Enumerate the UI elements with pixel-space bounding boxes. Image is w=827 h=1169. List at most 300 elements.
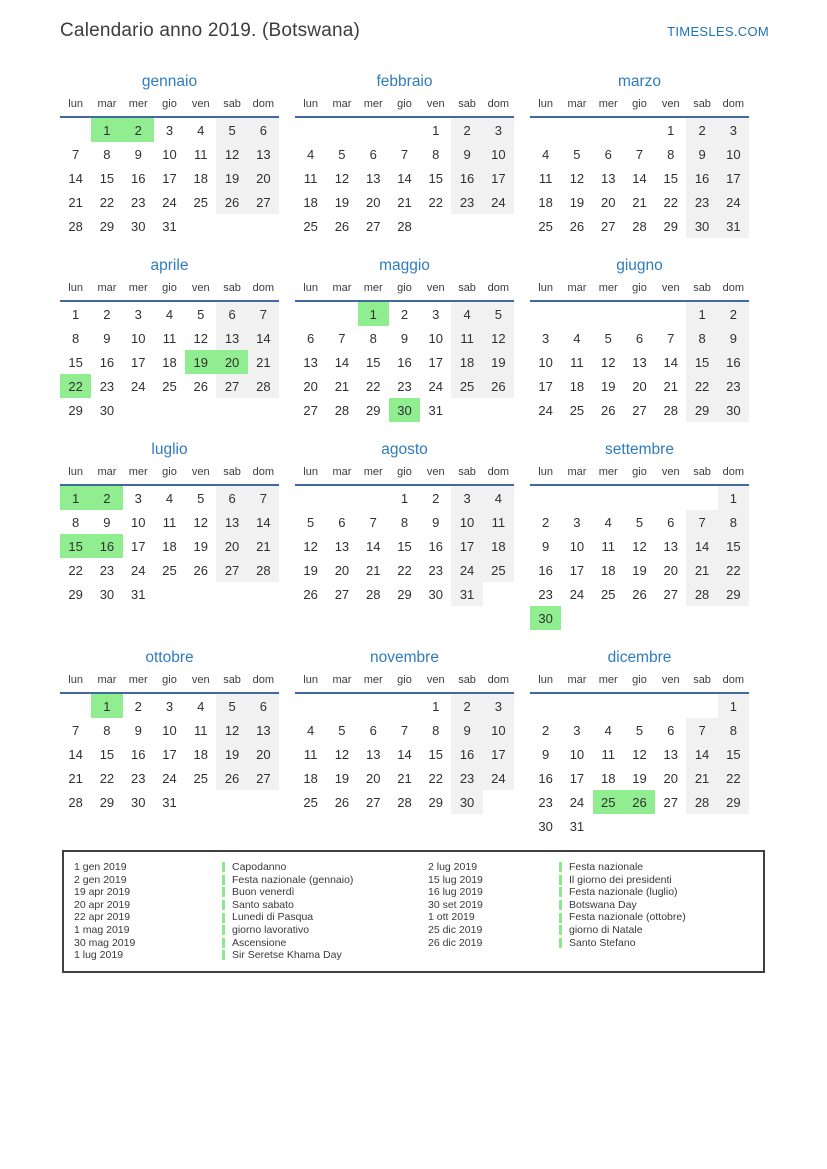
legend-name: [559, 875, 686, 886]
day-cell: 3: [165, 698, 174, 714]
day-cell: 6: [667, 514, 675, 530]
day-cell: 1: [91, 118, 122, 142]
day-cell: 24: [451, 558, 482, 582]
day-cell: 13: [365, 746, 381, 762]
day-cell: 8: [718, 510, 749, 534]
day-cell: 28: [663, 402, 679, 418]
month-grid: [295, 670, 514, 814]
day-cell: 28: [632, 218, 647, 234]
weekday-header: ven: [426, 282, 445, 294]
empty-cell: [60, 118, 91, 142]
day-cell: 6: [369, 146, 377, 162]
day-cell: 27: [216, 558, 247, 582]
day-cell: 10: [569, 538, 585, 554]
day-cell: 14: [663, 354, 679, 370]
day-cell: 20: [216, 534, 247, 558]
day-cell: 2: [542, 722, 550, 738]
weekday-header: sab: [223, 674, 241, 686]
day-cell: 13: [600, 170, 616, 186]
day-cell: 17: [483, 166, 514, 190]
legend-holiday-label: Santo sabato: [232, 898, 294, 911]
day-cell: 26: [193, 562, 209, 578]
day-cell: 21: [686, 558, 717, 582]
empty-cell: [593, 486, 624, 510]
day-cell: 19: [632, 770, 647, 786]
day-cell: 7: [400, 722, 409, 738]
legend-name: [559, 912, 686, 923]
empty-cell: [624, 302, 655, 326]
legend-date: 22 apr 2019: [74, 911, 131, 924]
day-cell: 24: [130, 378, 146, 394]
site-link[interactable]: TIMESLES.COM: [667, 24, 769, 39]
day-cell: 18: [600, 562, 616, 578]
day-cell: 25: [593, 790, 624, 814]
day-cell: 27: [248, 766, 279, 790]
legend-name: [559, 887, 686, 898]
day-cell: 2: [123, 118, 154, 142]
day-cell: 22: [718, 766, 749, 790]
day-cell: 1: [718, 694, 749, 718]
day-cell: 28: [365, 586, 381, 602]
weekday-header: gio: [397, 466, 412, 478]
legend-date: 16 lug 2019: [428, 886, 483, 899]
day-cell: 17: [483, 742, 514, 766]
weekday-header: ven: [426, 98, 445, 110]
day-cell: 11: [483, 510, 514, 534]
empty-cell: [295, 694, 326, 718]
day-cell: 13: [365, 170, 381, 186]
day-cell: 22: [68, 562, 83, 578]
legend-holiday-bar: [559, 875, 562, 885]
day-cell: 29: [99, 218, 115, 234]
day-cell: 23: [99, 378, 115, 394]
empty-cell: [655, 486, 686, 510]
day-cell: 19: [334, 770, 350, 786]
legend-name: [222, 862, 428, 873]
weekday-header: gio: [632, 466, 647, 478]
day-cell: 25: [162, 562, 177, 578]
empty-cell: [561, 694, 592, 718]
day-cell: 30: [686, 214, 717, 238]
day-cell: 24: [162, 770, 177, 786]
day-cell: 3: [134, 490, 142, 506]
weekday-header: gio: [162, 98, 177, 110]
day-cell: 2: [134, 698, 142, 714]
day-cell: 21: [334, 378, 350, 394]
day-cell: 17: [130, 354, 146, 370]
day-cell: 26: [624, 790, 655, 814]
legend-name: [559, 900, 686, 911]
day-cell: 29: [718, 790, 749, 814]
day-cell: 5: [483, 302, 514, 326]
day-cell: 4: [307, 146, 315, 162]
legend-date: 1 gen 2019: [74, 861, 127, 874]
day-cell: 27: [303, 402, 318, 418]
weekday-header: mar: [567, 466, 587, 478]
weekday-header: sab: [693, 674, 711, 686]
day-cell: 18: [303, 770, 318, 786]
day-cell: 4: [197, 122, 205, 138]
weekday-header: gio: [397, 98, 412, 110]
weekday-header: sab: [223, 282, 241, 294]
day-cell: 30: [99, 402, 115, 418]
day-cell: 19: [334, 194, 350, 210]
day-cell: 13: [248, 718, 279, 742]
day-cell: 7: [248, 486, 279, 510]
day-cell: 5: [197, 306, 205, 322]
legend-holiday-bar: [222, 925, 225, 935]
day-cell: 15: [718, 742, 749, 766]
day-cell: 26: [216, 766, 247, 790]
day-cell: 3: [573, 514, 581, 530]
empty-cell: [60, 694, 91, 718]
weekday-header: gio: [632, 674, 647, 686]
legend-holiday-bar: [559, 925, 562, 935]
day-cell: 20: [365, 770, 381, 786]
day-cell: 19: [193, 538, 209, 554]
day-cell: 14: [68, 746, 83, 762]
day-cell: 17: [718, 166, 749, 190]
day-cell: 21: [68, 194, 83, 210]
day-cell: 7: [686, 510, 717, 534]
day-cell: 12: [193, 514, 209, 530]
day-cell: 19: [600, 378, 616, 394]
weekday-header: sab: [223, 466, 241, 478]
day-cell: 28: [686, 790, 717, 814]
day-cell: 25: [538, 218, 553, 234]
day-cell: 23: [397, 378, 412, 394]
day-cell: 21: [68, 770, 83, 786]
day-cell: 18: [451, 350, 482, 374]
weekday-header: mar: [567, 674, 587, 686]
day-cell: 23: [538, 586, 553, 602]
day-cell: 15: [68, 354, 83, 370]
day-cell: 8: [686, 326, 717, 350]
day-cell: 8: [667, 146, 675, 162]
day-cell: 21: [632, 194, 647, 210]
day-cell: 30: [718, 398, 749, 422]
weekday-header: lun: [538, 282, 553, 294]
weekday-header: mar: [97, 466, 117, 478]
month-grid: [530, 94, 749, 238]
legend-date: 2 lug 2019: [428, 861, 478, 874]
day-cell: 4: [451, 302, 482, 326]
day-cell: 7: [686, 718, 717, 742]
day-cell: 9: [400, 330, 409, 346]
weekday-header: lun: [303, 282, 318, 294]
day-cell: 6: [216, 486, 247, 510]
day-cell: 27: [365, 218, 381, 234]
day-cell: 30: [130, 794, 146, 810]
month-ottobre: [60, 649, 279, 814]
day-cell: 29: [365, 402, 381, 418]
page-title: Calendario anno 2019. (Botswana): [60, 20, 361, 41]
day-cell: 10: [162, 722, 177, 738]
day-cell: 18: [538, 194, 553, 210]
weekday-header: lun: [303, 98, 318, 110]
empty-cell: [624, 694, 655, 718]
weekday-header: dom: [252, 282, 275, 294]
day-cell: 4: [165, 306, 174, 322]
month-novembre: [295, 649, 514, 814]
month-giugno: [530, 257, 749, 422]
weekday-header: lun: [538, 466, 553, 478]
empty-cell: [295, 486, 326, 510]
day-cell: 21: [397, 194, 412, 210]
day-cell: 18: [569, 378, 585, 394]
empty-cell: [326, 694, 357, 718]
month-title: aprile: [150, 257, 189, 274]
weekday-header: lun: [538, 98, 553, 110]
day-cell: 8: [103, 722, 111, 738]
weekday-header: ven: [191, 282, 210, 294]
day-cell: 23: [451, 190, 482, 214]
day-cell: 3: [451, 486, 482, 510]
weekday-header: lun: [303, 674, 318, 686]
day-cell: 22: [99, 770, 115, 786]
day-cell: 30: [451, 790, 482, 814]
day-cell: 24: [130, 562, 146, 578]
day-cell: 25: [193, 194, 209, 210]
empty-cell: [593, 118, 624, 142]
empty-cell: [561, 302, 592, 326]
weekday-header: lun: [303, 466, 318, 478]
day-cell: 16: [130, 746, 146, 762]
legend-name: [222, 912, 428, 923]
day-cell: 8: [72, 514, 80, 530]
month-title: giugno: [616, 257, 663, 274]
empty-cell: [624, 118, 655, 142]
day-cell: 12: [334, 746, 350, 762]
day-cell: 17: [130, 538, 146, 554]
day-cell: 23: [686, 190, 717, 214]
day-cell: 21: [397, 770, 412, 786]
legend-holiday-bar: [559, 913, 562, 923]
weekday-header: sab: [458, 98, 476, 110]
month-grid: [530, 278, 749, 422]
day-cell: 14: [397, 170, 412, 186]
day-cell: 28: [397, 794, 412, 810]
weekday-header: lun: [68, 98, 83, 110]
day-cell: 27: [663, 586, 679, 602]
day-cell: 13: [303, 354, 318, 370]
day-cell: 17: [428, 354, 444, 370]
weekday-header: mer: [598, 674, 618, 686]
day-cell: 5: [604, 330, 612, 346]
legend-name: [222, 938, 428, 949]
legend-name: [222, 925, 428, 936]
month-dicembre: [530, 649, 749, 838]
weekday-header: dom: [722, 466, 745, 478]
day-cell: 27: [632, 402, 647, 418]
day-cell: 26: [632, 586, 647, 602]
day-cell: 12: [632, 538, 647, 554]
weekday-header: gio: [632, 98, 647, 110]
day-cell: 10: [483, 718, 514, 742]
day-cell: 18: [600, 770, 616, 786]
day-cell: 8: [718, 718, 749, 742]
day-cell: 11: [601, 538, 615, 554]
month-grid: [60, 278, 279, 422]
month-title: maggio: [379, 257, 430, 274]
weekday-header: ven: [661, 674, 680, 686]
day-cell: 21: [248, 350, 279, 374]
day-cell: 4: [307, 722, 315, 738]
day-cell: 6: [667, 722, 675, 738]
day-cell: 22: [686, 374, 717, 398]
weekday-header: dom: [252, 98, 275, 110]
legend-name: [559, 862, 686, 873]
month-title: febbraio: [376, 73, 433, 90]
day-cell: 30: [538, 818, 553, 834]
day-cell: 7: [635, 146, 644, 162]
legend-holiday-label: Santo Stefano: [569, 936, 636, 949]
weekday-header: gio: [397, 674, 412, 686]
day-cell: 5: [216, 118, 247, 142]
day-cell: 17: [538, 378, 553, 394]
weekday-header: lun: [68, 674, 83, 686]
legend-holiday-label: Buon venerdì: [232, 886, 295, 899]
day-cell: 21: [365, 562, 381, 578]
day-cell: 24: [538, 402, 553, 418]
day-cell: 6: [369, 722, 377, 738]
legend-holiday-bar: [559, 862, 562, 872]
weekday-header: ven: [661, 98, 680, 110]
day-cell: 16: [538, 562, 553, 578]
day-cell: 24: [162, 194, 177, 210]
day-cell: 18: [483, 534, 514, 558]
day-cell: 23: [428, 562, 444, 578]
day-cell: 29: [663, 218, 679, 234]
day-cell: 1: [667, 122, 675, 138]
weekday-header: dom: [487, 674, 510, 686]
day-cell: 10: [483, 142, 514, 166]
day-cell: 13: [663, 746, 679, 762]
day-cell: 18: [193, 746, 209, 762]
day-cell: 19: [303, 562, 318, 578]
day-cell: 15: [663, 170, 679, 186]
day-cell: 18: [162, 354, 177, 370]
day-cell: 9: [718, 326, 749, 350]
day-cell: 21: [686, 766, 717, 790]
day-cell: 16: [718, 350, 749, 374]
weekday-header: ven: [661, 466, 680, 478]
weekday-header: sab: [458, 466, 476, 478]
legend-date: 20 apr 2019: [74, 898, 131, 911]
day-cell: 12: [193, 330, 209, 346]
legend-holiday-label: Ascensione: [232, 936, 287, 949]
legend-name: [222, 875, 428, 886]
day-cell: 20: [248, 166, 279, 190]
empty-cell: [561, 118, 592, 142]
weekday-header: mer: [598, 466, 618, 478]
weekday-header: mer: [363, 282, 383, 294]
month-grid: [295, 94, 514, 238]
month-agosto: [295, 441, 514, 606]
page-header: [60, 20, 769, 42]
legend-holiday-label: giorno lavorativo: [232, 924, 310, 937]
day-cell: 5: [197, 490, 205, 506]
day-cell: 16: [428, 538, 444, 554]
empty-cell: [326, 486, 357, 510]
empty-cell: [358, 118, 389, 142]
month-title: agosto: [381, 441, 428, 458]
weekday-header: sab: [693, 466, 711, 478]
day-cell: 28: [68, 218, 83, 234]
legend-date: 26 dic 2019: [428, 936, 483, 949]
day-cell: 20: [216, 350, 247, 374]
weekday-header: ven: [191, 466, 210, 478]
day-cell: 12: [569, 170, 585, 186]
weekday-header: lun: [68, 282, 83, 294]
day-cell: 25: [569, 402, 585, 418]
legend-holiday-label: Sir Seretse Khama Day: [232, 949, 342, 962]
weekday-header: mar: [332, 674, 352, 686]
day-cell: 28: [334, 402, 350, 418]
legend-holiday-label: Festa nazionale: [569, 861, 644, 874]
legend-holiday-bar: [559, 887, 562, 897]
day-cell: 31: [162, 218, 177, 234]
day-cell: 23: [538, 794, 553, 810]
day-cell: 17: [162, 170, 177, 186]
legend-name: [222, 950, 428, 961]
day-cell: 11: [162, 330, 177, 346]
day-cell: 18: [193, 170, 209, 186]
day-cell: 8: [400, 514, 409, 530]
day-cell: 28: [248, 558, 279, 582]
day-cell: 29: [718, 582, 749, 606]
weekday-header: mar: [97, 282, 117, 294]
day-cell: 13: [248, 142, 279, 166]
day-cell: 3: [483, 694, 514, 718]
weekday-header: mar: [332, 466, 352, 478]
day-cell: 21: [248, 534, 279, 558]
day-cell: 4: [165, 490, 174, 506]
day-cell: 18: [162, 538, 177, 554]
day-cell: 10: [569, 746, 585, 762]
day-cell: 11: [601, 746, 615, 762]
day-cell: 29: [428, 794, 444, 810]
legend-holiday-label: Festa nazionale (ottobre): [569, 911, 686, 924]
day-cell: 7: [400, 146, 409, 162]
day-cell: 6: [604, 146, 612, 162]
day-cell: 31: [162, 794, 177, 810]
day-cell: 14: [397, 746, 412, 762]
day-cell: 15: [428, 746, 444, 762]
day-cell: 24: [569, 586, 585, 602]
day-cell: 1: [358, 302, 389, 326]
day-cell: 5: [338, 722, 346, 738]
weekday-header: gio: [632, 282, 647, 294]
day-cell: 2: [686, 118, 717, 142]
day-cell: 10: [451, 510, 482, 534]
weekday-header: sab: [458, 282, 476, 294]
day-cell: 27: [334, 586, 350, 602]
day-cell: 4: [604, 514, 612, 530]
empty-cell: [295, 118, 326, 142]
weekday-header: ven: [191, 98, 210, 110]
day-cell: 28: [248, 374, 279, 398]
day-cell: 14: [334, 354, 350, 370]
legend-holiday-label: Lunedi di Pasqua: [232, 911, 314, 924]
day-cell: 11: [303, 746, 318, 762]
day-cell: 9: [451, 718, 482, 742]
day-cell: 26: [600, 402, 616, 418]
legend-date: 15 lug 2019: [428, 873, 483, 886]
day-cell: 27: [216, 374, 247, 398]
day-cell: 1: [432, 698, 440, 714]
day-cell: 7: [72, 146, 80, 162]
